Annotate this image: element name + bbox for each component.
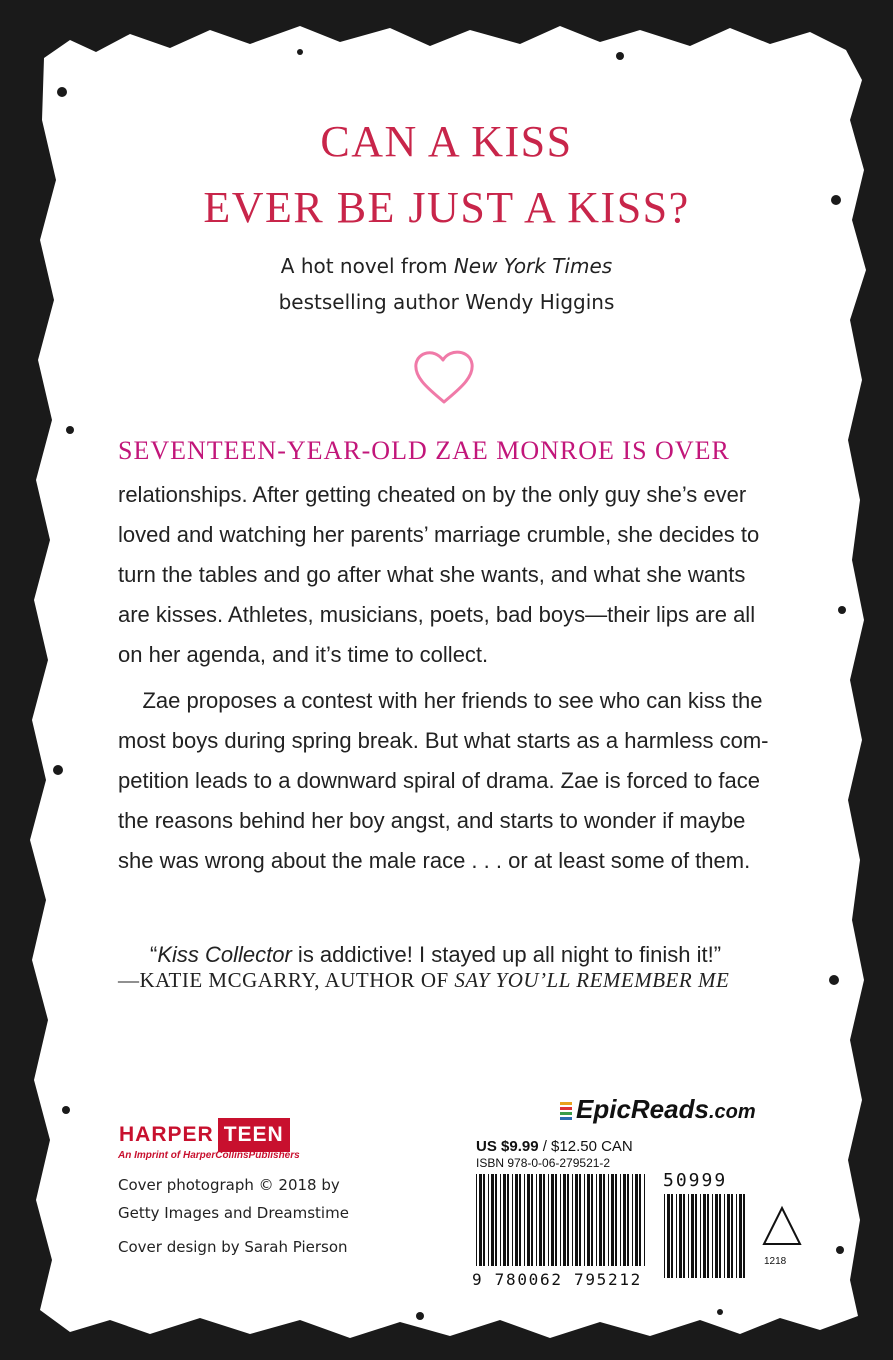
blurb-line: the reasons behind her boy angst, and starts to wonder if maybe	[118, 808, 746, 833]
quote-text: is addictive! I stayed up all night to finish it!”	[291, 942, 722, 967]
print-code: 1218	[764, 1256, 787, 1267]
blurb-lead: SEVENTEEN-YEAR-OLD ZAE MONROE IS OVER	[118, 436, 730, 465]
subtitle-line-1	[0, 254, 893, 278]
credit-line: Cover design by Sarah Pierson	[118, 1238, 348, 1256]
review-quote	[150, 942, 721, 968]
blurb-line: petition leads to a downward spiral of drama. Zae is forced to face	[118, 768, 761, 793]
blurb-line: loved and watching her parents’ marriage crumble, she decides to	[118, 522, 760, 547]
heart-icon	[410, 346, 478, 408]
attribution-author: —KATIE MCGARRY, AUTHOR OF	[118, 968, 455, 992]
blurb-line: are kisses. Athletes, musicians, poets, bad boys—their lips are all	[118, 602, 756, 627]
subtitle-line-2: bestselling author Wendy Higgins	[278, 290, 615, 314]
price-line	[476, 1138, 633, 1155]
triangle-icon	[760, 1204, 804, 1248]
price-us: US $9.99	[476, 1138, 539, 1155]
blurb-line: turn the tables and go after what she wants, and what she wants	[118, 562, 746, 587]
addon-digits: 50999	[663, 1170, 728, 1191]
blurb-line: on her agenda, and it’s time to collect.	[118, 642, 489, 667]
barcode-digits: 9 780062 795212	[472, 1270, 642, 1289]
subtitle-newspaper: New York Times	[453, 254, 613, 278]
review-attribution	[118, 968, 729, 993]
logo-harper: HARPER	[119, 1123, 214, 1146]
logo-teen: TEEN	[218, 1118, 290, 1152]
attribution-book: SAY YOU’LL REMEMBER ME	[454, 968, 730, 992]
subtitle-prefix: A hot novel from	[280, 254, 454, 278]
credit-line: Getty Images and Dreamstime	[118, 1204, 349, 1222]
credit-line: Cover photograph © 2018 by	[118, 1176, 340, 1194]
price-barcode	[662, 1194, 750, 1278]
price-can: / $12.50 CAN	[538, 1138, 633, 1155]
blurb-line: she was wrong about the male race . . . or at least some of them.	[118, 848, 751, 873]
headline-line-2: EVER BE JUST A KISS?	[203, 183, 690, 232]
blurb-line: relationships. After getting cheated on by the only guy she’s ever	[118, 482, 747, 507]
isbn-barcode	[474, 1174, 649, 1278]
quote-open: “	[150, 942, 158, 967]
blurb-line: Zae proposes a contest with her friends to see who can kiss the	[118, 688, 763, 713]
headline-line-1: CAN A KISS	[320, 117, 573, 166]
epicreads-suffix: .com	[708, 1101, 756, 1123]
quote-book-title: Kiss Collector	[157, 942, 292, 967]
epicreads-name: EpicReads	[576, 1094, 709, 1124]
harperteen-logo	[117, 1118, 290, 1152]
imprint-line: An Imprint of HarperCollinsPublishers	[118, 1150, 300, 1161]
blurb-line: most boys during spring break. But what starts as a harmless com-	[118, 728, 769, 753]
isbn: ISBN 978-0-06-279521-2	[476, 1156, 611, 1170]
epicreads-stripes-icon	[560, 1102, 572, 1124]
